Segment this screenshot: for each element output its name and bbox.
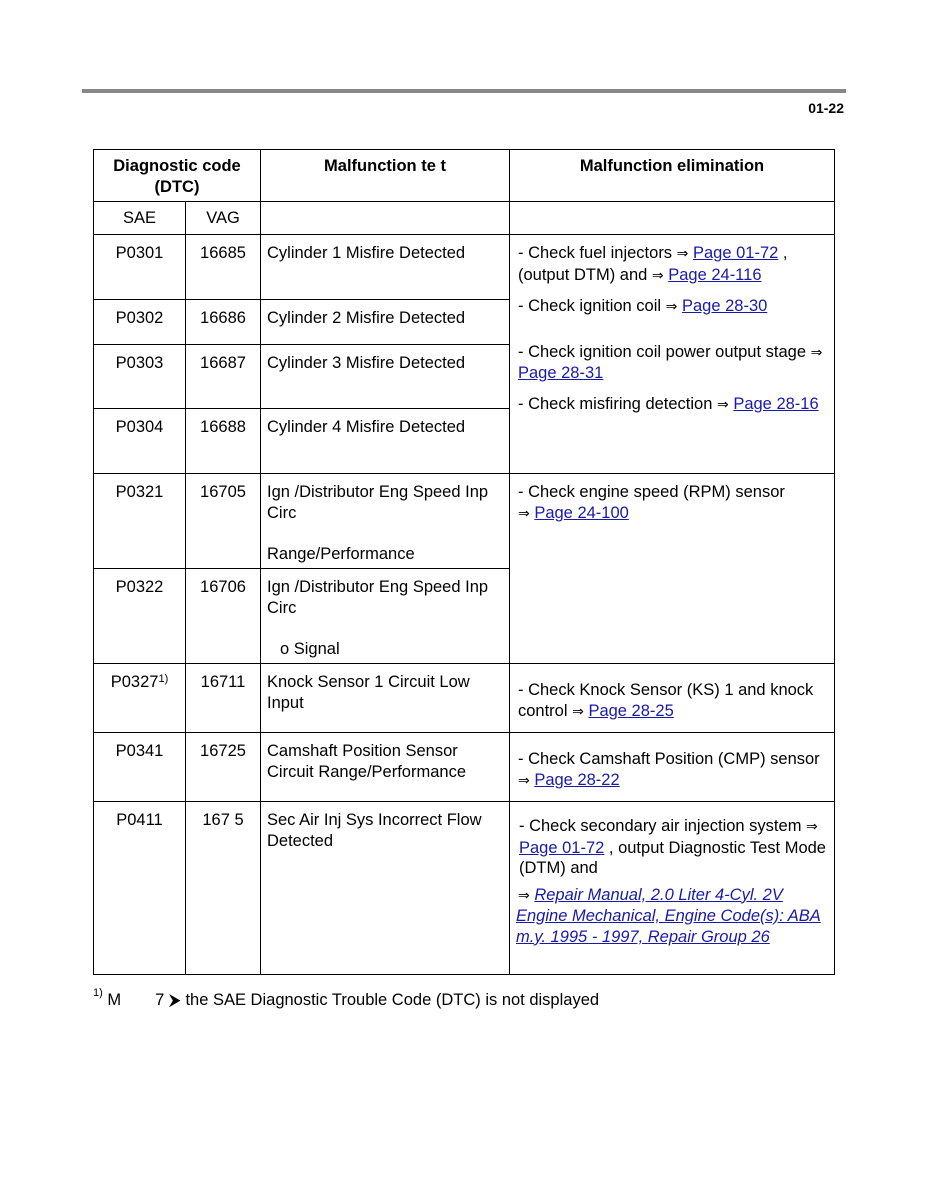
- repair-manual-link[interactable]: Repair Manual, 2.0 Liter 4-Cyl. 2V Engine Mechanical, Engine Code(s): ABA m.y. 1995 - 1997, Repair Group 26: [516, 885, 821, 946]
- table-row: [94, 474, 835, 569]
- sae-code: P0302: [94, 300, 186, 345]
- arrow-icon: ⇒: [665, 299, 678, 315]
- vag-code: 16706: [186, 569, 261, 664]
- arrow-icon: ⇒: [810, 344, 823, 361]
- header-rule: [82, 89, 846, 93]
- malfunction-text: Cylinder 2 Misfire Detected: [261, 300, 510, 345]
- arrow-icon: ⇒: [806, 819, 818, 835]
- arrow-icon: ⇒: [651, 267, 664, 284]
- malfunction-text: Ign /Distributor Eng Speed Inp Circ: [267, 578, 489, 617]
- sae-code: P0303: [94, 345, 186, 409]
- elimination-misfire: - Check fuel injectors ⇒ Page 01-72 , (output DTM) and ⇒ Page 24-116 - Check ignition coil ⇒ Page 28-30 - Check ignition coil power output stage ⇒ Page 28-31 - Check misfiring detection ⇒ Page 28-16: [510, 235, 835, 474]
- page-link[interactable]: Page 01-72: [519, 838, 605, 857]
- vag-code: 16685: [186, 235, 261, 300]
- table-row: [94, 733, 835, 802]
- arrow-icon: ⇒: [518, 505, 530, 522]
- arrow-icon: ⇒: [572, 703, 584, 720]
- malfunction-text: Sec Air Inj Sys Incorrect Flow Detected: [261, 802, 510, 975]
- elimination-cmp: - Check Camshaft Position (CMP) sensor ⇒ Page 28-22: [510, 733, 835, 802]
- sae-code: P0411: [94, 802, 186, 975]
- page-link[interactable]: Page 24-100: [534, 503, 629, 522]
- page-link[interactable]: Page 28-22: [534, 770, 620, 789]
- sae-code: P0322: [94, 569, 186, 664]
- malfunction-text: Ign /Distributor Eng Speed Inp Circ: [267, 483, 489, 522]
- arrow-icon: ⇒: [717, 396, 729, 413]
- elimination-air: - Check secondary air injection system ⇒ Page 01-72 , output Diagnostic Test Mode (DTM) and ⇒ Repair Manual, 2.0 Liter 4-Cyl. 2V Engine Mechanical, Engine Code(s): ABA m.y. 1995 - 1997, Repair Group 26: [510, 802, 835, 975]
- table-row: [94, 664, 835, 733]
- vag-code: 16711: [186, 664, 261, 733]
- sae-code: P0304: [94, 409, 186, 474]
- page-link[interactable]: Page 28-31: [518, 364, 604, 382]
- subheader-sae: SAE: [94, 202, 186, 235]
- arrow-icon: ⇒: [676, 246, 689, 262]
- malfunction-text: Knock Sensor 1 Circuit Low Input: [261, 664, 510, 733]
- sae-code: P0341: [94, 733, 186, 802]
- footnote-prefix: M: [107, 991, 122, 1009]
- arrow-icon: ⇒: [518, 887, 530, 904]
- malfunction-text: Camshaft Position Sensor Circuit Range/Performance: [261, 733, 510, 802]
- header-malfunction-text: Malfunction te t: [261, 150, 510, 202]
- footnote-mark: 1): [93, 987, 103, 999]
- header-malfunction-elimination: Malfunction elimination: [510, 150, 835, 202]
- elimination-rpm: - Check engine speed (RPM) sensor ⇒ Page 24-100: [510, 474, 835, 664]
- malfunction-text-extra: Range/Performance: [267, 545, 415, 563]
- vag-code: 16686: [186, 300, 261, 345]
- table-row: [94, 802, 835, 975]
- vag-code: 16705: [186, 474, 261, 569]
- footnote-text: the SAE Diagnostic Trouble Code (DTC) is not displayed: [185, 991, 600, 1009]
- sae-code: P0327$^{1)}$: [94, 664, 186, 733]
- malfunction-text: Cylinder 4 Misfire Detected: [261, 409, 510, 474]
- footnote: [93, 987, 600, 1010]
- page-link[interactable]: Page 28-30: [681, 297, 768, 315]
- arrowhead-icon: ⮞: [168, 990, 181, 1009]
- page-number: 01-22: [808, 100, 844, 116]
- page-link[interactable]: Page 28-16: [733, 394, 819, 413]
- vag-code: 16687: [186, 345, 261, 409]
- table-row: [94, 235, 835, 300]
- malfunction-text: Cylinder 1 Misfire Detected: [261, 235, 510, 300]
- dtc-table: [93, 149, 835, 975]
- footnote-ref: 1): [158, 673, 169, 685]
- arrow-icon: ⇒: [518, 772, 530, 789]
- vag-code: 16725: [186, 733, 261, 802]
- page-link[interactable]: Page 01-72: [692, 244, 779, 262]
- sae-code: P0301: [94, 235, 186, 300]
- vag-code: 167 5: [186, 802, 261, 975]
- malfunction-text-extra: o Signal: [280, 640, 340, 658]
- malfunction-text: Cylinder 3 Misfire Detected: [261, 345, 510, 409]
- footnote-mid: 7: [155, 991, 165, 1009]
- vag-code: 16688: [186, 409, 261, 474]
- subheader-vag: VAG: [186, 202, 261, 235]
- page-link[interactable]: Page 28-25: [588, 701, 674, 720]
- page-link[interactable]: Page 24-116: [668, 265, 762, 284]
- elimination-knock: - Check Knock Sensor (KS) 1 and knock control ⇒ Page 28-25: [510, 664, 835, 733]
- sae-code: P0321: [94, 474, 186, 569]
- header-diagnostic-code: Diagnostic code (DTC): [94, 150, 261, 202]
